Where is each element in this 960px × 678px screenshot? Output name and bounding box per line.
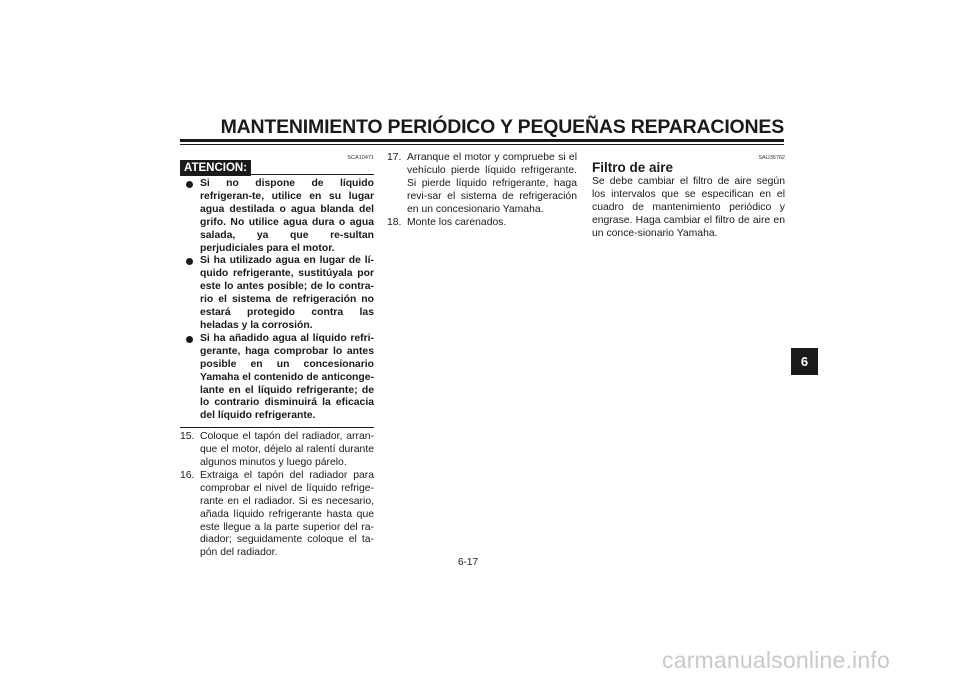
column-middle: [387, 152, 577, 229]
bullet-icon: [186, 336, 193, 343]
section-code: SAU36762: [758, 155, 785, 161]
step-number: 17.: [387, 152, 402, 163]
caution-item-text: Si ha añadido agua al líquido refri-gerante, haga comprobar lo antes posible en un concesionario Yamaha el contenido de anticonge-lante en el líquido refrigerante; de lo contrario disminuirá la eficacia del líquido refrigerante.: [200, 332, 374, 422]
caution-end-rule: [180, 427, 374, 428]
step-number: 15.: [180, 431, 195, 443]
caution-item-text: Si no dispone de líquido refrigeran-te, utilice en su lugar agua destilada o agua blanda del grifo. No utilice agua dura o agua salada, ya que re-sultan perjudiciales para el motor.: [200, 178, 374, 254]
caution-item: [180, 178, 374, 255]
step-text: Coloque el tapón del radiador, arran-que el motor, déjelo al ralentí durante algunos minutos y luego párelo.: [200, 431, 374, 469]
step-item: [180, 431, 374, 470]
step-item: [180, 470, 374, 560]
chapter-tab: 6: [791, 348, 818, 375]
watermark: carmanualsonline.info: [662, 647, 890, 673]
page-title: MANTENIMIENTO PERIÓDICO Y PEQUEÑAS REPARACIONES: [220, 116, 784, 138]
page-number: 6-17: [458, 557, 479, 568]
caution-badge: ATENCION:: [180, 160, 251, 176]
step-number: 16.: [180, 469, 195, 481]
section-body: Se debe cambiar el filtro de aire según los intervalos que se especifican en el cuadro de mantenimiento periódico y engrase. Haga cambiar el filtro de aire en un conce-sionario Yamaha.: [592, 176, 785, 239]
title-rule-thick: [180, 139, 784, 142]
caution-underline: [248, 174, 374, 175]
step-number: 18.: [387, 216, 402, 228]
step-text: Arranque el motor y compruebe si el vehículo pierde líquido refrigerante. Si pierde líquido refrigerante, haga revi-sar el sistema de refrigeración en un concesionario Yamaha.: [407, 152, 577, 215]
caution-code: SCA10471: [347, 155, 374, 161]
caution-item: [180, 333, 374, 423]
bullet-icon: [186, 258, 193, 265]
caution-header: [180, 160, 374, 178]
step-text: Monte los carenados.: [407, 216, 507, 228]
caution-item: [180, 255, 374, 332]
step-text: Extraiga el tapón del radiador para comprobar el nivel de líquido refrige-rante en el radiador. Si es necesario, añada líquido refrigerante hasta que este llegue a la parte superior del ra-diador; seguidamente coloque el ta-pón del radiador.: [200, 469, 374, 559]
column-right: [592, 152, 785, 241]
title-rule-thin: [180, 144, 784, 145]
section-heading: Filtro de aire: [592, 160, 674, 175]
step-item: [387, 217, 577, 230]
step-item: [387, 152, 577, 217]
caution-item-text: Si ha utilizado agua en lugar de lí-quido refrigerante, sustitúyala por este lo antes posible; de lo contra-rio el sistema de refrigeración no estará protegido contra las heladas y la corrosión.: [200, 255, 374, 331]
bullet-icon: [186, 181, 193, 188]
column-left: [180, 152, 374, 560]
